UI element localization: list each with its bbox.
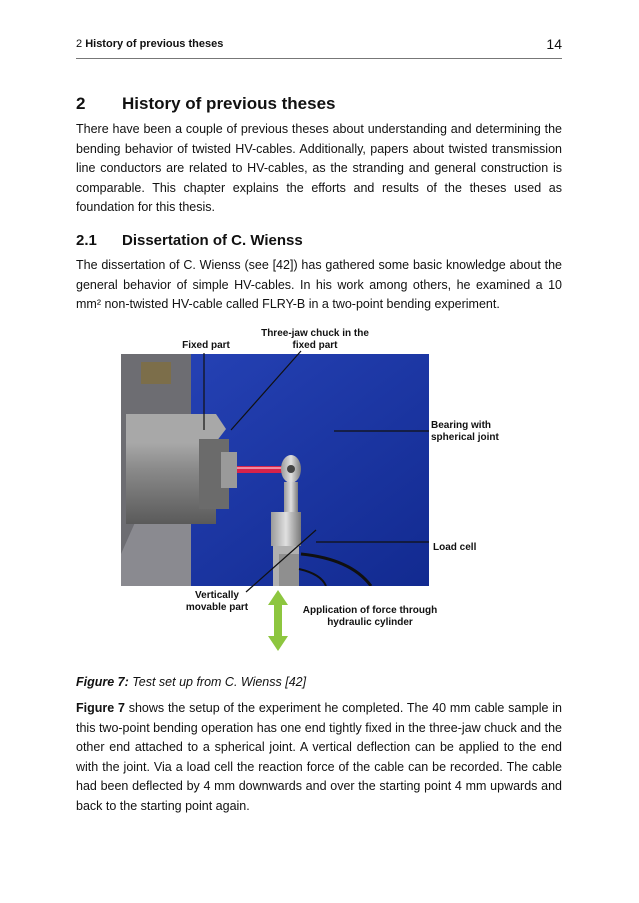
- paragraph-setup-text: shows the setup of the experiment he completed. The 40 mm cable sample in this two-point bending operation has one end tightly fixed in the three-jaw chuck and the other end attached to a spherical joint. A vertical deflection can be applied to the end with the joint. Via a load cell the reaction force of the cable can be recorded. The cable had been deflected by 4 mm downwards and over the starting point 4 mm upwards and back to the starting point again.: [76, 701, 562, 813]
- label-vertical-part: Vertically movable part: [185, 590, 249, 613]
- caption-text: Test set up from C. Wienss [42]: [132, 675, 307, 689]
- page-header: [76, 36, 562, 59]
- paragraph-setup: [76, 699, 562, 817]
- subsection-number: 2.1: [76, 232, 97, 249]
- label-chuck: Three-jaw chuck in the fixed part: [261, 328, 369, 351]
- paragraph-dissertation: The dissertation of C. Wienss (see [42]) has gathered some basic knowledge about the general behavior of simple HV-cables. In his work among others, he examined a 10 mm² non-twisted HV-cable called FLRY-B in a two-point bending experiment.: [76, 258, 562, 312]
- section-title: History of previous theses: [122, 94, 336, 113]
- page-number: 14: [546, 36, 562, 52]
- figure-reference: Figure 7: [76, 701, 125, 715]
- subsection-title: Dissertation of C. Wienss: [122, 232, 303, 249]
- subsection-heading: [76, 232, 303, 249]
- header-section-title: 2 History of previous theses: [76, 38, 224, 50]
- label-force: Application of force through hydraulic cylinder: [302, 605, 438, 628]
- figure-caption: [76, 675, 306, 689]
- paragraph-intro: There have been a couple of previous theses about understanding and determining the bending behavior of twisted HV-cables. Additionally, papers about twisted transmission line conductors are related to HV-cables, as the stranding and general construction is comparable. This chapter explains the efforts and results of the theses used as foundation for this thesis.: [76, 122, 562, 215]
- force-arrow-icon: [268, 590, 288, 651]
- label-bearing: Bearing with spherical joint: [431, 420, 499, 443]
- section-number: 2: [76, 94, 86, 113]
- caption-label: Figure 7:: [76, 675, 129, 689]
- label-fixed-part: Fixed part: [182, 340, 230, 351]
- figure-test-setup: [76, 320, 562, 660]
- section-heading: [76, 94, 336, 114]
- label-load-cell: Load cell: [433, 542, 477, 553]
